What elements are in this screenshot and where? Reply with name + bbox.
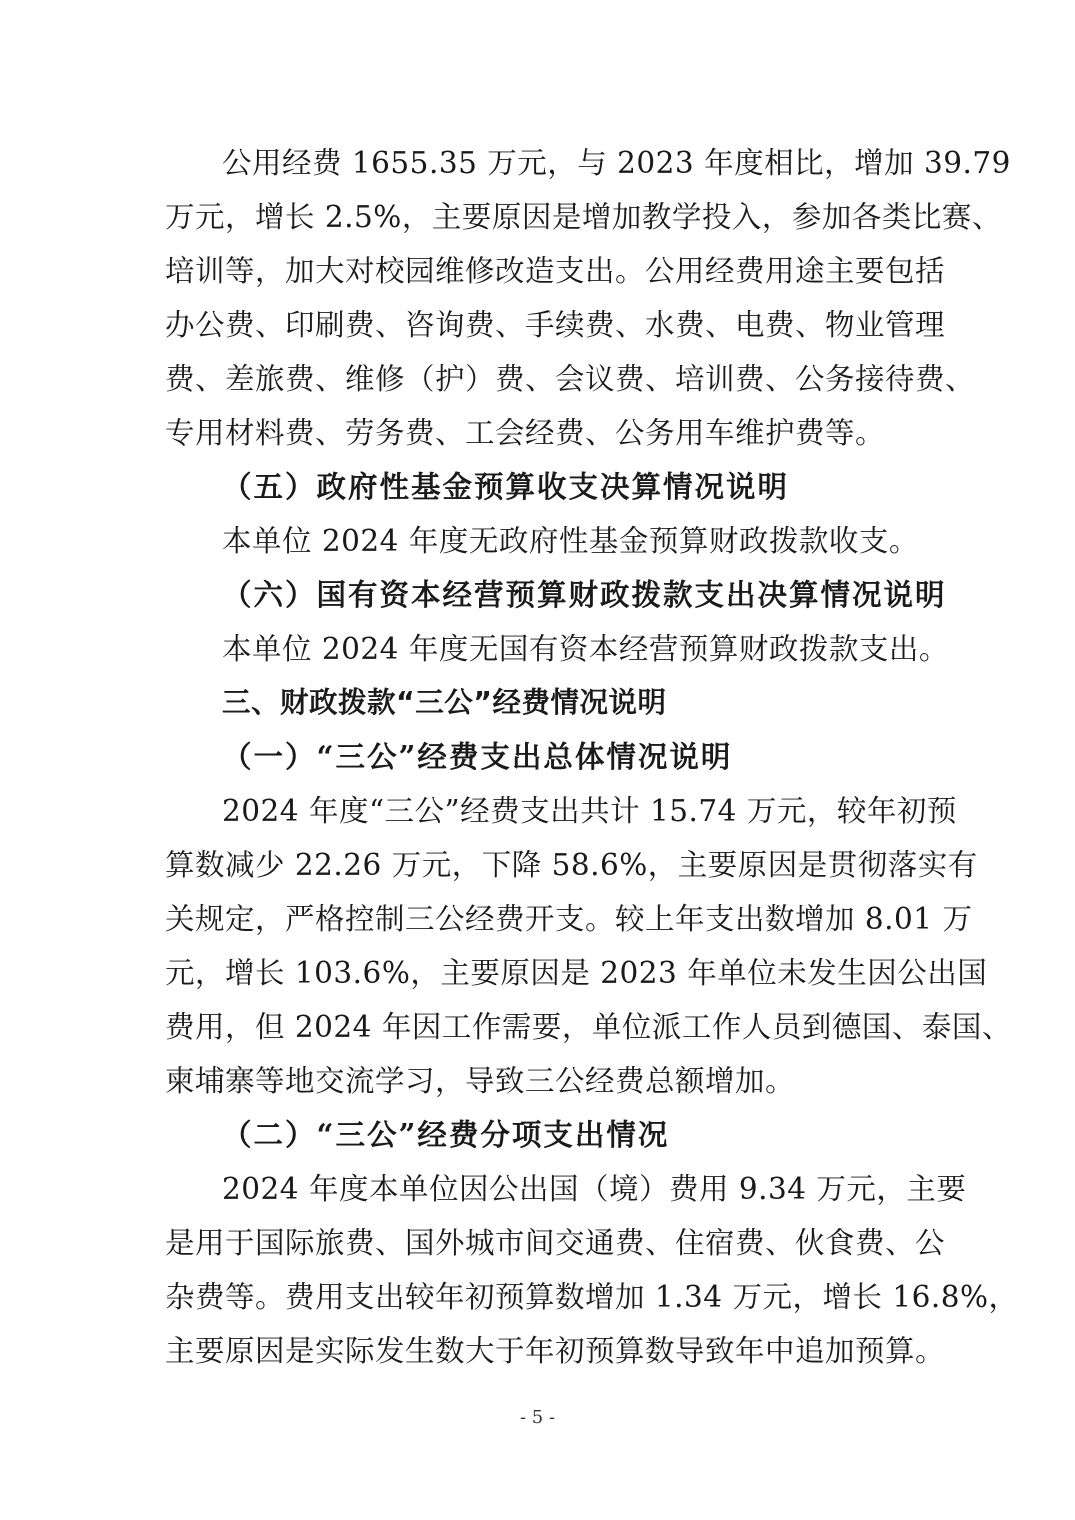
paragraph-line: 是用于国际旅费、国外城市间交通费、住宿费、伙食费、公 xyxy=(165,1226,946,1260)
paragraph-line: 主要原因是实际发生数大于年初预算数导致年中追加预算。 xyxy=(165,1334,946,1368)
paragraph-line: 2024 年度本单位因公出国（境）费用 9.34 万元，主要 xyxy=(222,1172,967,1206)
paragraph-line: 万元，增长 2.5%，主要原因是增加教学投入，参加各类比赛、 xyxy=(165,200,1002,234)
paragraph-line: 本单位 2024 年度无国有资本经营预算财政拨款支出。 xyxy=(222,632,949,666)
paragraph-line: 元，增长 103.6%，主要原因是 2023 年单位未发生因公出国 xyxy=(165,956,988,990)
section-subheading: （二）“三公”经费分项支出情况 xyxy=(222,1117,670,1152)
paragraph-line: 杂费等。费用支出较年初预算数增加 1.34 万元，增长 16.8%， xyxy=(165,1280,1019,1314)
paragraph-line: 培训等，加大对校园维修改造支出。公用经费用途主要包括 xyxy=(165,254,946,288)
paragraph-line: 本单位 2024 年度无政府性基金预算财政拨款收支。 xyxy=(222,524,919,558)
section-subheading: （一）“三公”经费支出总体情况说明 xyxy=(222,739,733,774)
paragraph-line: 办公费、印刷费、咨询费、手续费、水费、电费、物业管理 xyxy=(165,308,946,342)
section-heading: 三、财政拨款“三公”经费情况说明 xyxy=(222,686,667,719)
section-subheading: （五）政府性基金预算收支决算情况说明 xyxy=(222,469,790,504)
page-number: - 5 - xyxy=(519,1407,556,1428)
paragraph-line: 2024 年度“三公”经费支出共计 15.74 万元，较年初预 xyxy=(222,794,957,828)
paragraph-line: 关规定，严格控制三公经费开支。较上年支出数增加 8.01 万 xyxy=(165,902,973,936)
section-subheading: （六）国有资本经营预算财政拨款支出决算情况说明 xyxy=(222,577,947,612)
paragraph-line: 算数减少 22.26 万元，下降 58.6%，主要原因是贯彻落实有 xyxy=(165,848,978,882)
paragraph-line: 费、差旅费、维修（护）费、会议费、培训费、公务接待费、 xyxy=(165,362,976,396)
paragraph-line: 费用，但 2024 年因工作需要，单位派工作人员到德国、泰国、 xyxy=(165,1010,1012,1044)
paragraph-line: 专用材料费、劳务费、工会经费、公务用车维护费等。 xyxy=(165,416,886,450)
paragraph-line: 柬埔寨等地交流学习，导致三公经费总额增加。 xyxy=(165,1064,796,1098)
paragraph-line: 公用经费 1655.35 万元，与 2023 年度相比，增加 39.79 xyxy=(222,146,1011,180)
